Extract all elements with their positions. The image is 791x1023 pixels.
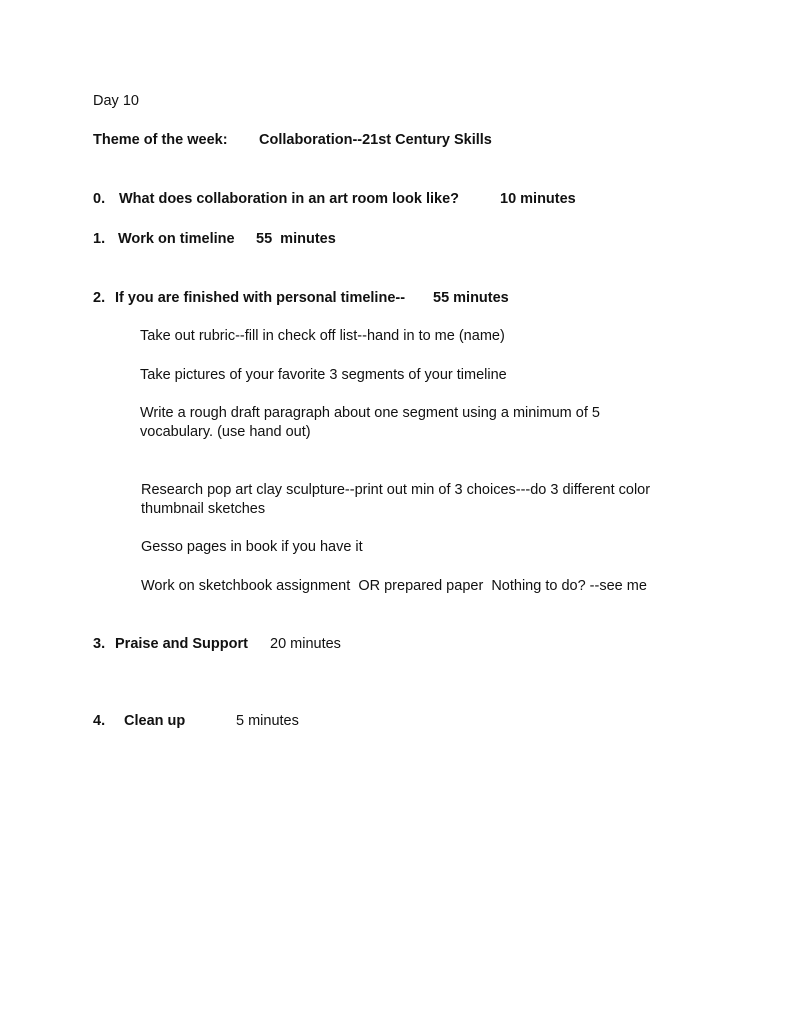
item-title: Work on timeline [118,231,235,247]
subtask-item: Work on sketchbook assignment OR prepared paper Nothing to do? --see me [141,578,647,594]
item-number: 4. [93,713,106,729]
item-title: What does collaboration in an art room look like? [119,191,459,207]
subtask-item: Gesso pages in book if you have it [141,539,363,555]
theme-value: Collaboration--21st Century Skills [259,132,492,148]
item-number: 1. [93,231,106,247]
subtask-item: Take out rubric--fill in check off list--hand in to me (name) [140,328,505,344]
item-duration: 5 minutes [236,713,299,729]
item-duration: 20 minutes [270,636,341,652]
item-title: If you are finished with personal timeline-- [115,290,406,306]
item-number: 2. [93,290,106,306]
item-number: 3. [93,636,106,652]
subtask-item: Write a rough draft paragraph about one segment using a minimum of 5 [140,405,600,421]
item-duration: 10 minutes [500,191,576,207]
subtask-item: vocabulary. (use hand out) [140,424,311,440]
subtask-item: Take pictures of your favorite 3 segments of your timeline [140,367,507,383]
item-title: Praise and Support [115,636,248,652]
subtask-item: Research pop art clay sculpture--print out min of 3 choices---do 3 different color [141,482,651,498]
item-duration: 55 minutes [256,231,336,247]
item-title: Clean up [124,713,186,729]
item-number: 0. [93,191,106,207]
theme-label: Theme of the week: [93,132,228,148]
subtask-item: thumbnail sketches [141,501,266,517]
item-duration: 55 minutes [433,290,509,306]
day-label: Day 10 [93,93,139,109]
